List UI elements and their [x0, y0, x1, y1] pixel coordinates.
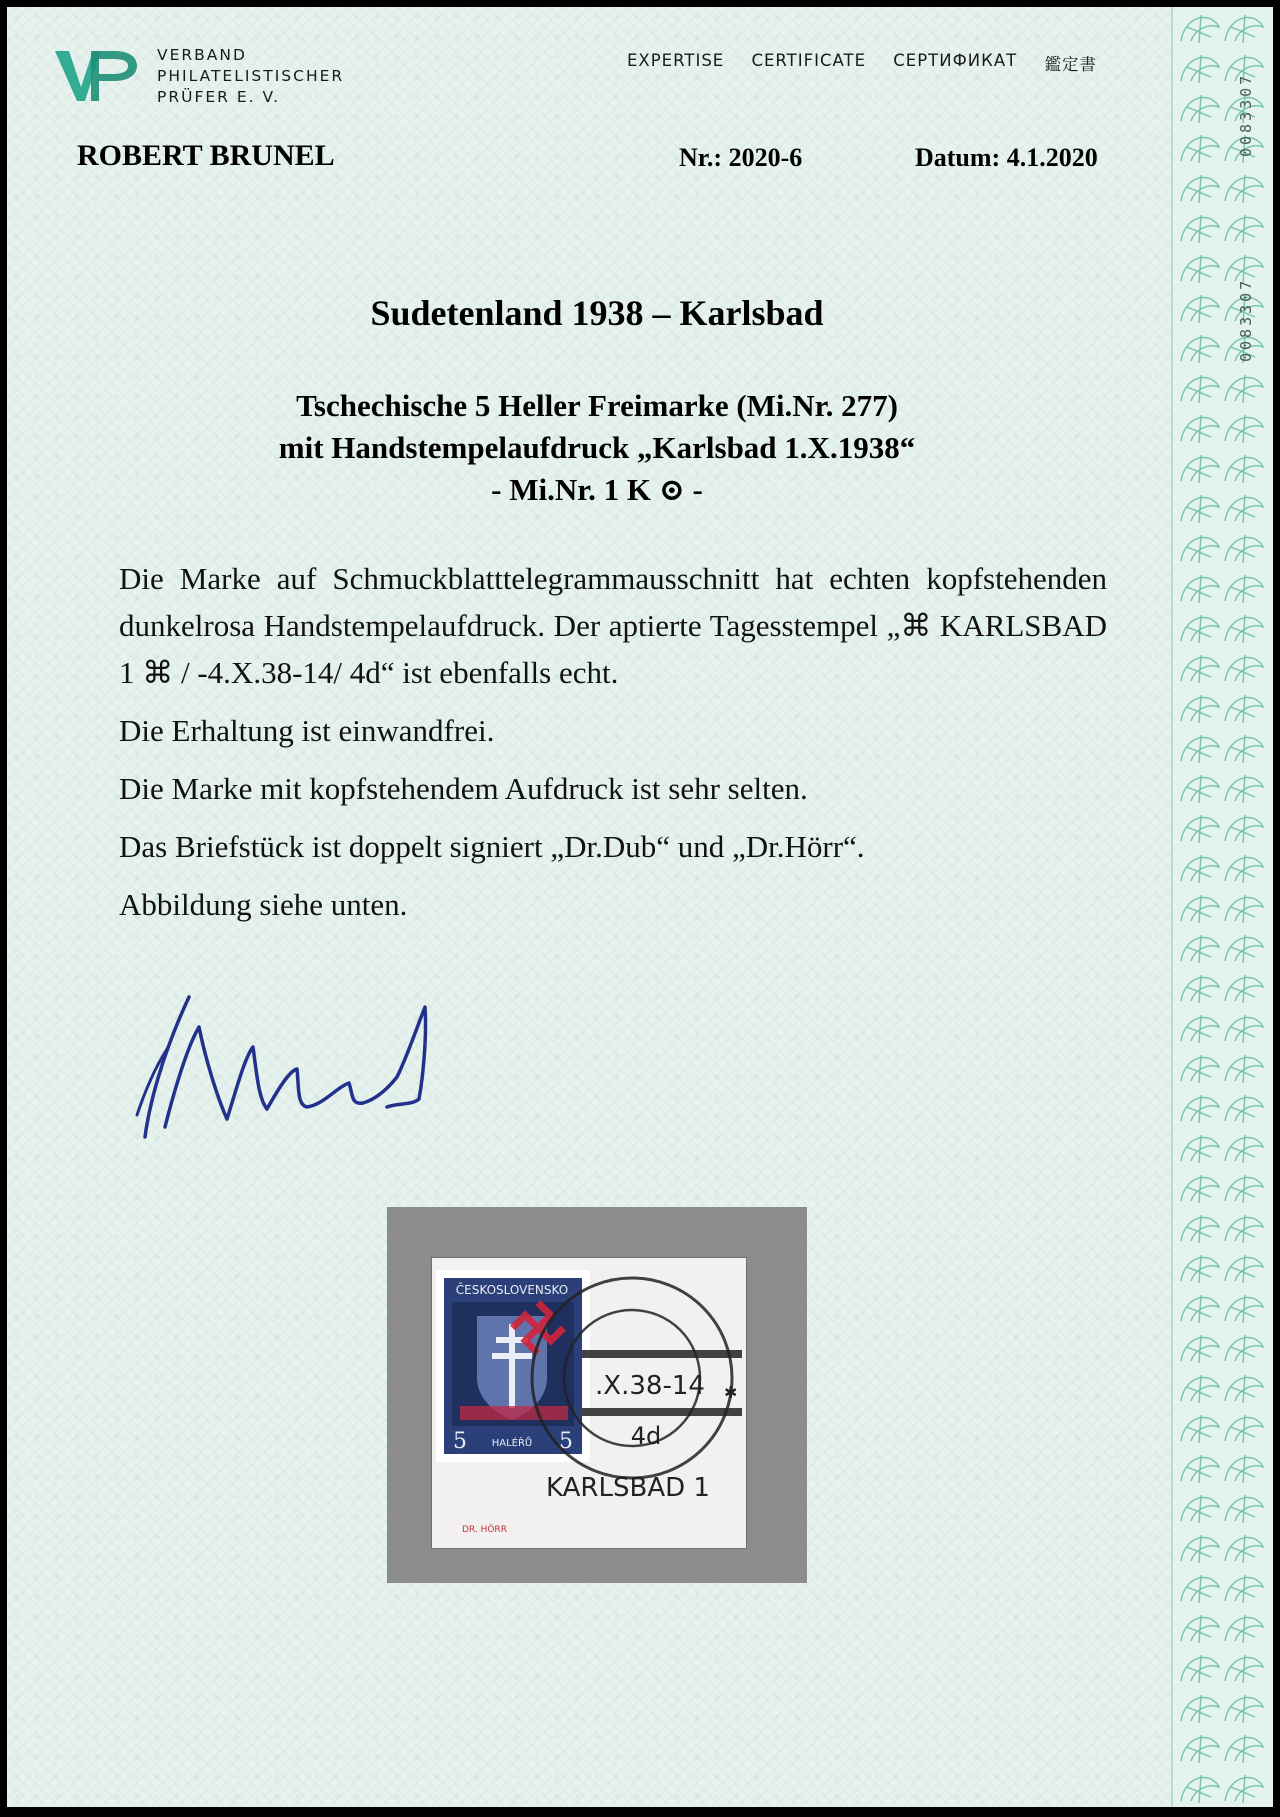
stamp-on-piece [431, 1257, 747, 1549]
guilloche-motif [1181, 1255, 1219, 1283]
guilloche-motif [1181, 1495, 1219, 1523]
guilloche-motif [1181, 1535, 1219, 1563]
guilloche-motif [1225, 375, 1263, 403]
postmark-code: 4d [630, 1422, 662, 1450]
postmark-place: KARLSBAD 1 [546, 1473, 710, 1503]
subtitle-line: mit Handstempelaufdruck „Karlsbad 1.X.1938“ [278, 430, 916, 465]
guilloche-motif [1181, 975, 1219, 1003]
guilloche-motif [1181, 575, 1219, 603]
stamp-photo [387, 1207, 807, 1583]
guilloche-motif [1181, 1735, 1219, 1763]
guilloche-motif [1225, 575, 1263, 603]
guilloche-motif [1225, 1575, 1263, 1603]
body-paragraph: Die Marke auf Schmuckblatttelegrammausschnitt hat echten kopfstehenden dunkelrosa Handstempelaufdruck. Der aptierte Tagesstempel „⌘ KARLSBAD 1 ⌘ / -4.X.38-14/ 4d“ ist ebenfalls echt. [119, 561, 1107, 690]
guilloche-motif [1181, 1655, 1219, 1683]
vp-logo [51, 47, 141, 110]
guilloche-motif [1181, 1055, 1219, 1083]
guilloche-motif [1181, 535, 1219, 563]
guilloche-motif [1181, 215, 1219, 243]
guilloche-motif [1181, 1615, 1219, 1643]
guilloche-motif [1225, 1255, 1263, 1283]
guilloche-motif [1225, 455, 1263, 483]
guilloche-motif [1181, 95, 1219, 123]
stamp-description [7, 385, 1187, 511]
guilloche-motif [1181, 1175, 1219, 1203]
guilloche-motif [1181, 1695, 1219, 1723]
guilloche-motif [1225, 1495, 1263, 1523]
guilloche-motif [1225, 1655, 1263, 1683]
guilloche-motif [1225, 1375, 1263, 1403]
guilloche-motif [1181, 655, 1219, 683]
signature-icon [127, 987, 457, 1147]
guilloche-motif [1225, 15, 1263, 43]
body-paragraph: Die Marke mit kopfstehendem Aufdruck ist sehr selten. [119, 771, 808, 806]
guilloche-motif [1225, 1735, 1263, 1763]
organization-line: VERBAND [157, 46, 247, 64]
guilloche-motif [1181, 1775, 1219, 1803]
document-title: Sudetenland 1938 – Karlsbad [370, 293, 824, 333]
guilloche-motif [1181, 1135, 1219, 1163]
subtitle-line: Tschechische 5 Heller Freimarke (Mi.Nr. 277) [296, 388, 898, 423]
certificate-word-en: CERTIFICATE [751, 51, 867, 70]
guilloche-motif [1225, 415, 1263, 443]
guilloche-motif [1181, 1215, 1219, 1243]
stamp-value-right: 5 [559, 1429, 573, 1454]
guilloche-motif [1225, 1015, 1263, 1043]
guilloche-pattern [1173, 7, 1273, 1807]
guilloche-motif [1181, 175, 1219, 203]
guilloche-motif [1181, 735, 1219, 763]
body-paragraph: Die Erhaltung ist einwandfrei. [119, 713, 495, 748]
guilloche-motif [1225, 935, 1263, 963]
guilloche-motif [1225, 895, 1263, 923]
guilloche-motif [1225, 615, 1263, 643]
organization-name [157, 45, 344, 108]
certificate-word-ru: СЕРТИФИКАТ [893, 51, 1018, 70]
certificate-heading [627, 51, 1097, 75]
guilloche-motif [1181, 695, 1219, 723]
serial-number-top: 0083307 [1237, 72, 1255, 157]
guilloche-motif [1181, 1095, 1219, 1123]
organization-line: PHILATELISTISCHER [157, 67, 345, 85]
guilloche-motif [1225, 775, 1263, 803]
certificate-sheet [7, 7, 1273, 1807]
guilloche-motif [1225, 855, 1263, 883]
examiner-name: ROBERT BRUNEL [77, 139, 335, 172]
organization-line: PRÜFER E. V. [157, 88, 281, 106]
guilloche-motif [1181, 1455, 1219, 1483]
stamp-value-left: 5 [453, 1429, 467, 1454]
stamp-country-label: ČESKOSLOVENSKO [455, 1283, 569, 1297]
guilloche-motif [1225, 495, 1263, 523]
guilloche-motif [1225, 1775, 1263, 1803]
guilloche-motif [1181, 15, 1219, 43]
guilloche-motif [1225, 1415, 1263, 1443]
examiner-signature [127, 987, 457, 1152]
guilloche-motif [1181, 895, 1219, 923]
certificate-number: Nr.: 2020-6 [679, 143, 803, 172]
guilloche-motif [1181, 1295, 1219, 1323]
guilloche-motif [1225, 695, 1263, 723]
guilloche-motif [1225, 1615, 1263, 1643]
postmark-star-icon: ✱ [724, 1383, 738, 1402]
guilloche-motif [1225, 175, 1263, 203]
guilloche-motif [1225, 1055, 1263, 1083]
guilloche-motif [1225, 1455, 1263, 1483]
guilloche-motif [1181, 615, 1219, 643]
certificate-date: Datum: 4.1.2020 [915, 143, 1098, 172]
guilloche-motif [1181, 1375, 1219, 1403]
guilloche-motif [1225, 1215, 1263, 1243]
guilloche-motif [1225, 1535, 1263, 1563]
guilloche-motif [1225, 1095, 1263, 1123]
guilloche-motif [1181, 1335, 1219, 1363]
certificate-word-de: EXPERTISE [627, 51, 725, 70]
guilloche-motif [1225, 215, 1263, 243]
guilloche-motif [1181, 1015, 1219, 1043]
stamp-currency-label: HALÉŘŮ [491, 1438, 533, 1449]
guilloche-motif [1181, 855, 1219, 883]
guilloche-motif [1225, 1135, 1263, 1163]
guilloche-motif [1225, 1335, 1263, 1363]
guilloche-motif [1181, 1575, 1219, 1603]
guilloche-motif [1225, 815, 1263, 843]
guilloche-motif [1225, 1175, 1263, 1203]
guilloche-motif [1225, 655, 1263, 683]
guilloche-motif [1225, 535, 1263, 563]
guilloche-motif [1181, 255, 1219, 283]
guilloche-motif [1181, 335, 1219, 363]
guilloche-motif [1181, 135, 1219, 163]
guilloche-motif [1181, 935, 1219, 963]
guilloche-motif [1225, 1295, 1263, 1323]
guilloche-border [1171, 7, 1273, 1807]
body-paragraph: Das Briefstück ist doppelt signiert „Dr.Dub“ und „Dr.Hörr“. [119, 829, 865, 864]
certificate-word-jp: 鑑定書 [1044, 55, 1097, 74]
guilloche-motif [1225, 975, 1263, 1003]
postmark-date: .X.38-14 [595, 1371, 705, 1401]
guilloche-motif [1181, 815, 1219, 843]
guilloche-motif [1225, 1695, 1263, 1723]
signature-mark: DR. HÖRR [462, 1525, 507, 1535]
stamp-illustration [432, 1258, 746, 1548]
certificate-body [119, 555, 1107, 939]
body-paragraph: Abbildung siehe unten. [119, 887, 408, 922]
guilloche-motif [1225, 735, 1263, 763]
guilloche-motif [1181, 775, 1219, 803]
guilloche-motif [1181, 1415, 1219, 1443]
serial-number-middle: 0083307 [1237, 277, 1255, 362]
guilloche-motif [1181, 55, 1219, 83]
vp-logo-icon [51, 47, 141, 105]
subtitle-line: - Mi.Nr. 1 K ⊙ - [491, 472, 703, 507]
